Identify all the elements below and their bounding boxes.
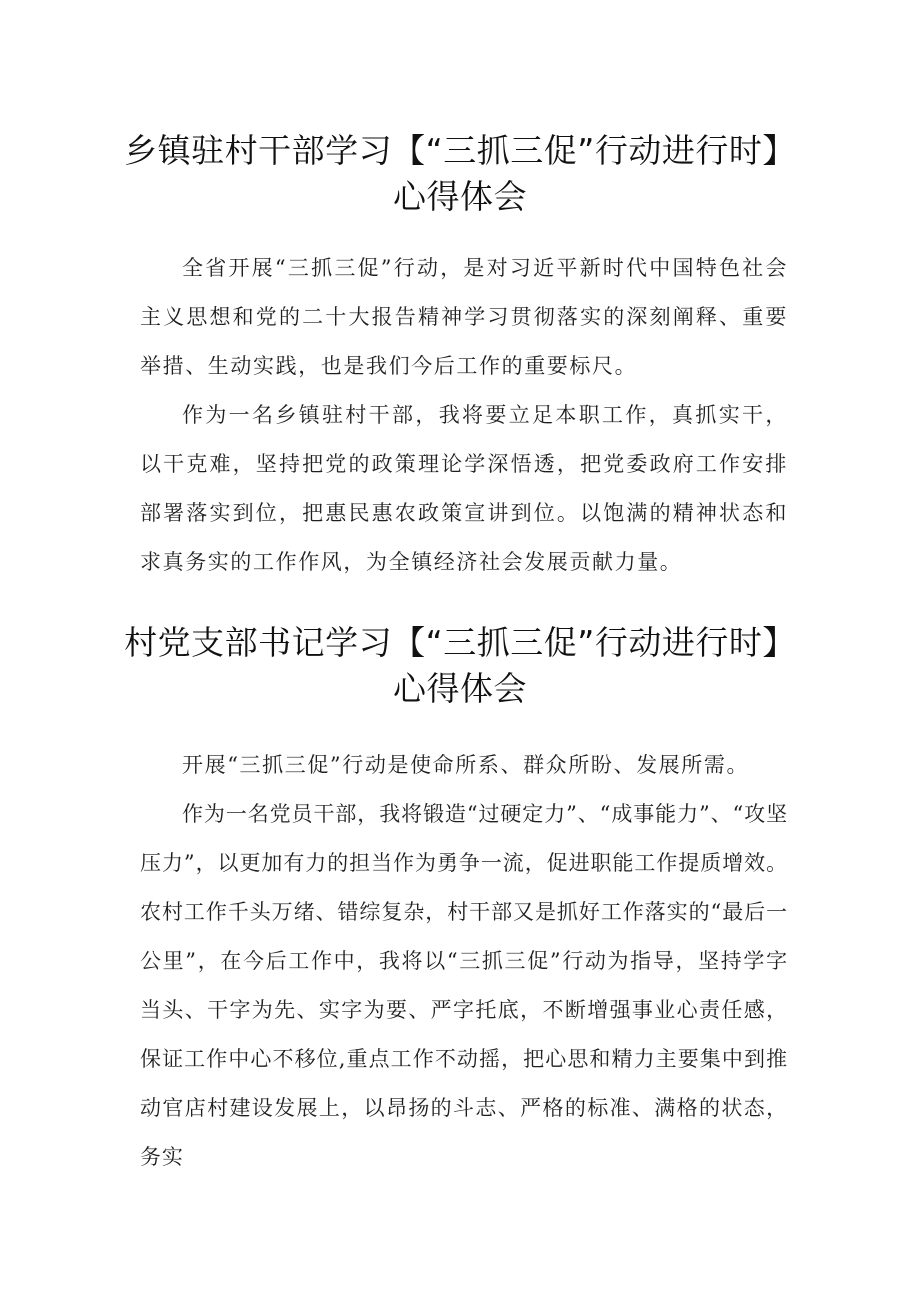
section-2-title-line-2: 心得体会 [393, 669, 527, 708]
section-2-title-line-1: 村党支部书记学习【“三抓三促”行动进行时】 [124, 623, 796, 662]
section-1-title [120, 128, 800, 220]
section-1-title-line-1: 乡镇驻村干部学习【“三抓三促”行动进行时】 [124, 131, 796, 170]
section-1-paragraph-2: 作为一名乡镇驻村干部，我将要立足本职工作，真抓实干，以干克难，坚持把党的政策理论学深悟透，把党委政府工作安排部署落实到位，把惠民惠农政策宣讲到位。以饱满的精神状态和求真务实的工作作风，为全镇经济社会发展贡献力量。 [140, 403, 788, 574]
section-2-paragraph-2: 作为一名党员干部，我将锻造“过硬定力”、“成事能力”、“攻坚压力”，以更加有力的担当作为勇争一流，促进职能工作提质增效。农村工作千头万绪、错综复杂，村干部又是抓好工作落实的“最后一公里”，在今后工作中，我将以“三抓三促”行动为指导，坚持学字当头、干字为先、实字为要、严字托底，不断增强事业心责任感，保证工作中心不移位,重点工作不动摇，把心思和精力主要集中到推动官店村建设发展上，以昂扬的斗志、严格的标准、满格的状态，务实 [140, 802, 788, 1169]
section-1-title-line-2: 心得体会 [393, 177, 527, 216]
section-2-paragraph-1: 开展“三抓三促”行动是使命所系、群众所盼、发展所需。 [182, 753, 750, 777]
section-2-title [120, 620, 800, 712]
section-1-paragraph-1: 全省开展“三抓三促”行动，是对习近平新时代中国特色社会主义思想和党的二十大报告精神学习贯彻落实的深刻阐释、重要举措、生动实践，也是我们今后工作的重要标尺。 [140, 256, 788, 378]
